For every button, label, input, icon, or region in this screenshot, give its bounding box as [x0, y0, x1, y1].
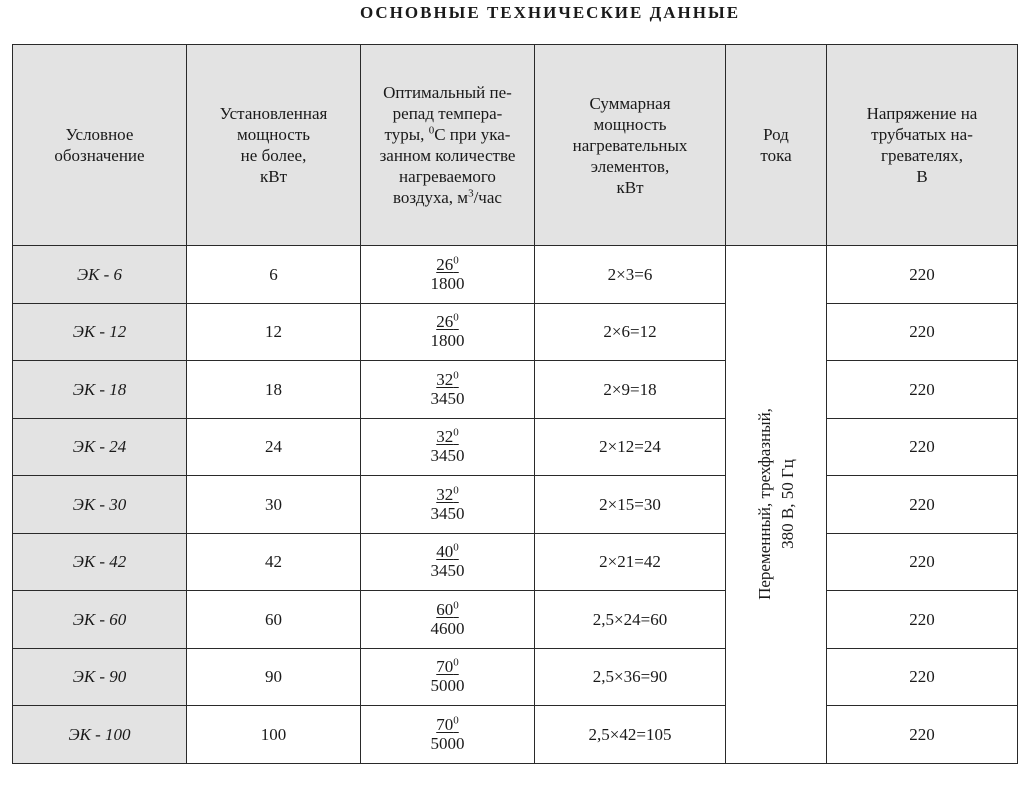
cell-temp-air: [361, 361, 535, 419]
cell-designation: ЭК - 6: [13, 246, 187, 304]
cell-voltage: 220: [827, 476, 1018, 534]
cell-temp-air: [361, 476, 535, 534]
cell-power: 18: [187, 361, 361, 419]
table-row: [13, 533, 1018, 591]
header-voltage-text: Напряжение на трубчатых на- гревателях, В: [866, 104, 978, 186]
table-row: [13, 303, 1018, 361]
temp-air-fraction: $\frac{32^0}{3450}$: [430, 426, 465, 466]
temp-air-fraction: $\frac{26^0}{1800}$: [430, 254, 465, 293]
cell-power: 60: [187, 591, 361, 649]
temp-air-fraction: $\frac{32^0}{3450}$: [430, 369, 465, 408]
cell-designation: ЭК - 42: [13, 533, 187, 591]
table-row: [13, 418, 1018, 476]
cell-designation: ЭК - 24: [13, 418, 187, 476]
cell-temp-air: [361, 591, 535, 649]
cell-voltage: 220: [827, 418, 1018, 476]
cell-power: 100: [187, 706, 361, 764]
cell-designation: ЭК - 90: [13, 648, 187, 706]
cell-elements: 2,5×42=105: [535, 706, 726, 764]
cell-elements: 2,5×36=90: [535, 648, 726, 706]
temp-air-fraction: $\frac{40^0}{3450}$: [430, 541, 465, 581]
cell-power: 90: [187, 648, 361, 706]
cell-temp-air: [361, 246, 535, 304]
cell-power: 30: [187, 476, 361, 534]
temp-air-fraction: $\frac{32^0}{3450}$: [430, 484, 465, 523]
page-title: ОСНОВНЫЕ ТЕХНИЧЕСКИЕ ДАННЫЕ: [359, 3, 741, 22]
cell-temp-air: [361, 533, 535, 591]
temp-air-fraction: $\frac{70^0}{5000}$: [430, 656, 465, 696]
cell-elements: 2×9=18: [535, 361, 726, 419]
cell-power: 12: [187, 303, 361, 361]
cell-designation: ЭК - 60: [13, 591, 187, 649]
cell-power: 6: [187, 246, 361, 304]
table-row: [13, 476, 1018, 534]
cell-current-type: [726, 246, 827, 764]
cell-elements: 2×15=30: [535, 476, 726, 534]
table-row: [13, 591, 1018, 649]
cell-elements: 2,5×24=60: [535, 591, 726, 649]
technical-data-table: [12, 44, 1018, 764]
header-designation-text: Условное обозначение: [54, 125, 145, 165]
cell-power: 24: [187, 418, 361, 476]
cell-designation: ЭК - 30: [13, 476, 187, 534]
cell-voltage: 220: [827, 246, 1018, 304]
cell-temp-air: [361, 706, 535, 764]
cell-designation: ЭК - 100: [13, 706, 187, 764]
temp-air-fraction: $\frac{60^0}{4600}$: [430, 599, 465, 638]
header-temp-diff: [361, 45, 535, 246]
temp-air-fraction: $\frac{26^0}{1800}$: [430, 311, 465, 351]
table-row: [13, 246, 1018, 304]
table-row: [13, 361, 1018, 419]
cell-power: 42: [187, 533, 361, 591]
header-current-type: [726, 45, 827, 246]
cell-voltage: 220: [827, 361, 1018, 419]
cell-temp-air: [361, 303, 535, 361]
cell-elements: 2×12=24: [535, 418, 726, 476]
cell-elements: 2×3=6: [535, 246, 726, 304]
cell-voltage: 220: [827, 648, 1018, 706]
cell-voltage: 220: [827, 533, 1018, 591]
header-voltage: [827, 45, 1018, 246]
header-current-type-text: Род тока: [760, 125, 792, 165]
header-designation: [13, 45, 187, 246]
header-power-installed: [187, 45, 361, 246]
header-total-power: [535, 45, 726, 246]
cell-temp-air: [361, 648, 535, 706]
cell-elements: 2×21=42: [535, 533, 726, 591]
current-type-text: Переменный, трехфазный, 380 В, 50 Гц: [755, 408, 797, 601]
cell-voltage: 220: [827, 706, 1018, 764]
table-row: [13, 648, 1018, 706]
table-row: [13, 706, 1018, 764]
cell-designation: ЭК - 18: [13, 361, 187, 419]
cell-temp-air: [361, 418, 535, 476]
cell-voltage: 220: [827, 591, 1018, 649]
cell-voltage: 220: [827, 303, 1018, 361]
header-total-power-text: Суммарная мощность нагревательных элементов, кВт: [572, 93, 688, 197]
header-row: [13, 45, 1018, 246]
header-power-installed-text: Установленная мощность не более, кВт: [219, 104, 328, 186]
cell-elements: 2×6=12: [535, 303, 726, 361]
temp-air-fraction: $\frac{70^0}{5000}$: [430, 714, 465, 753]
cell-designation: ЭК - 12: [13, 303, 187, 361]
header-temp-diff-text: Оптимальный пе- репад темпера- туры, $^0$С при ука- занном количестве нагреваемого воздуха, $м^3$/час: [379, 83, 516, 207]
